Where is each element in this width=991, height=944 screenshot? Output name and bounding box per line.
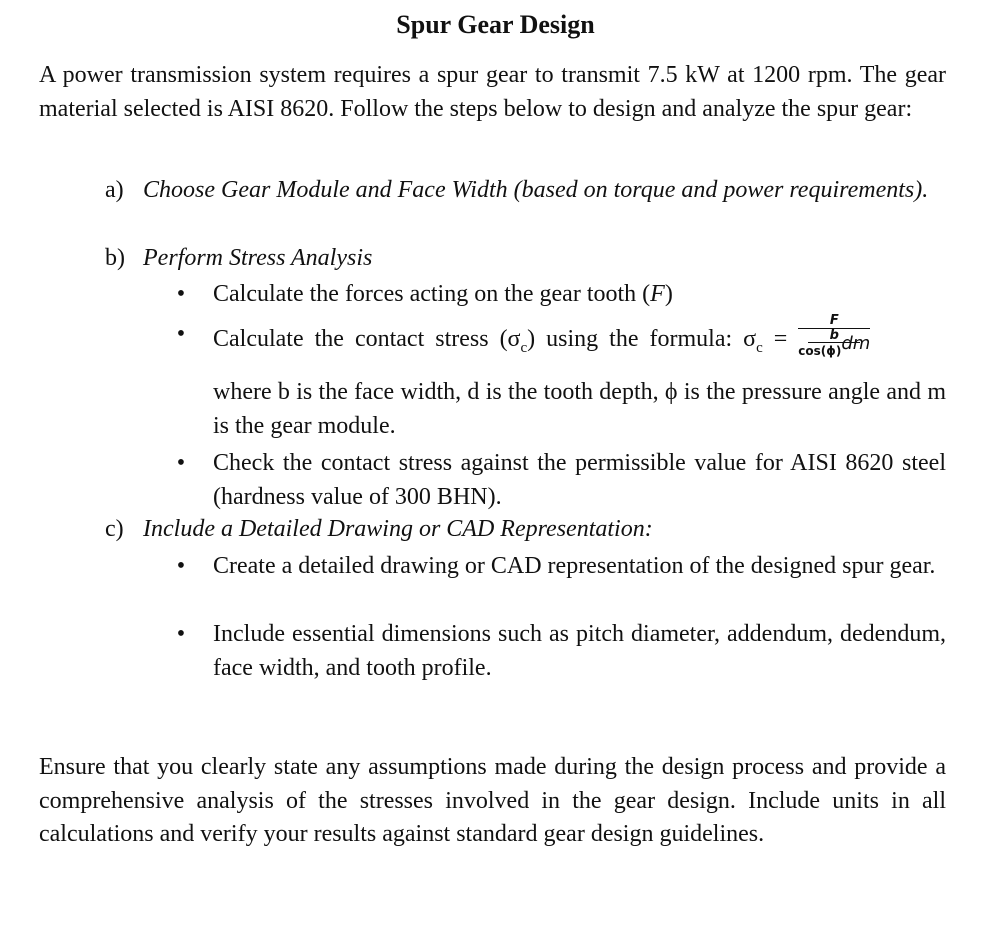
where-description [174,376,946,443]
formula-numerator: F [829,313,839,328]
formula-cos: cos(ϕ) [798,344,842,358]
section-b-label: b) [105,245,125,271]
equals-sign: = [762,326,788,353]
bullet-icon: • [176,450,186,476]
list-item [174,550,946,584]
section-a [105,174,946,208]
bullet-text-mid: ) using the formula: σ [527,326,757,353]
bullet-text: Calculate the forces acting on the gear tooth ( [213,281,651,307]
contact-stress-formula [798,314,870,359]
bullet-text: Include essential dimensions such as pitch diameter, addendum, dedendum, face width, and tooth profile. [213,621,946,681]
list-item [174,278,946,312]
list-item [174,313,946,365]
bullet-icon: • [176,321,186,347]
bullet-text: Calculate the contact stress (σ [213,326,521,353]
section-b-heading: Perform Stress Analysis [143,245,373,271]
where-text: where b is the face width, d is the tooth depth, ϕ is the pressure angle and m is the gear module. [213,379,946,439]
page-title: Spur Gear Design [396,10,595,39]
subscript: c [520,339,528,356]
force-symbol: F [650,281,665,307]
section-a-label: a) [105,177,124,203]
bullet-icon: • [176,553,186,579]
section-c-heading: Include a Detailed Drawing or CAD Representation: [143,516,653,542]
intro-paragraph: A power transmission system requires a spur gear to transmit 7.5 kW at 1200 rpm. The gear material selected is AISI 8620. Follow the steps below to design and analyze the spur gear: [39,62,946,122]
formula-b: b [808,330,860,343]
bullet-text: Check the contact stress against the permissible value for AISI 8620 steel (hardness value of 300 BHN). [213,450,946,510]
section-a-heading: Choose Gear Module and Face Width (based on torque and power requirements). [143,177,929,203]
bullet-icon: • [176,281,186,307]
bullet-icon: • [176,621,186,647]
section-c-label: c) [105,516,124,542]
section-b [105,242,946,276]
bullet-text-end: ) [664,281,673,307]
list-item [174,618,946,685]
list-item [174,447,946,514]
subscript: c [756,339,763,356]
section-c [105,513,946,547]
closing-paragraph: Ensure that you clearly state any assumptions made during the design process and provide a comprehensive analysis of the stresses involved in the gear design. Include units in all calculations and verify your results against standard gear design guidelines. [39,754,946,847]
formula-dm: dm [841,333,871,354]
bullet-text: Create a detailed drawing or CAD representation of the designed spur gear. [213,553,936,579]
